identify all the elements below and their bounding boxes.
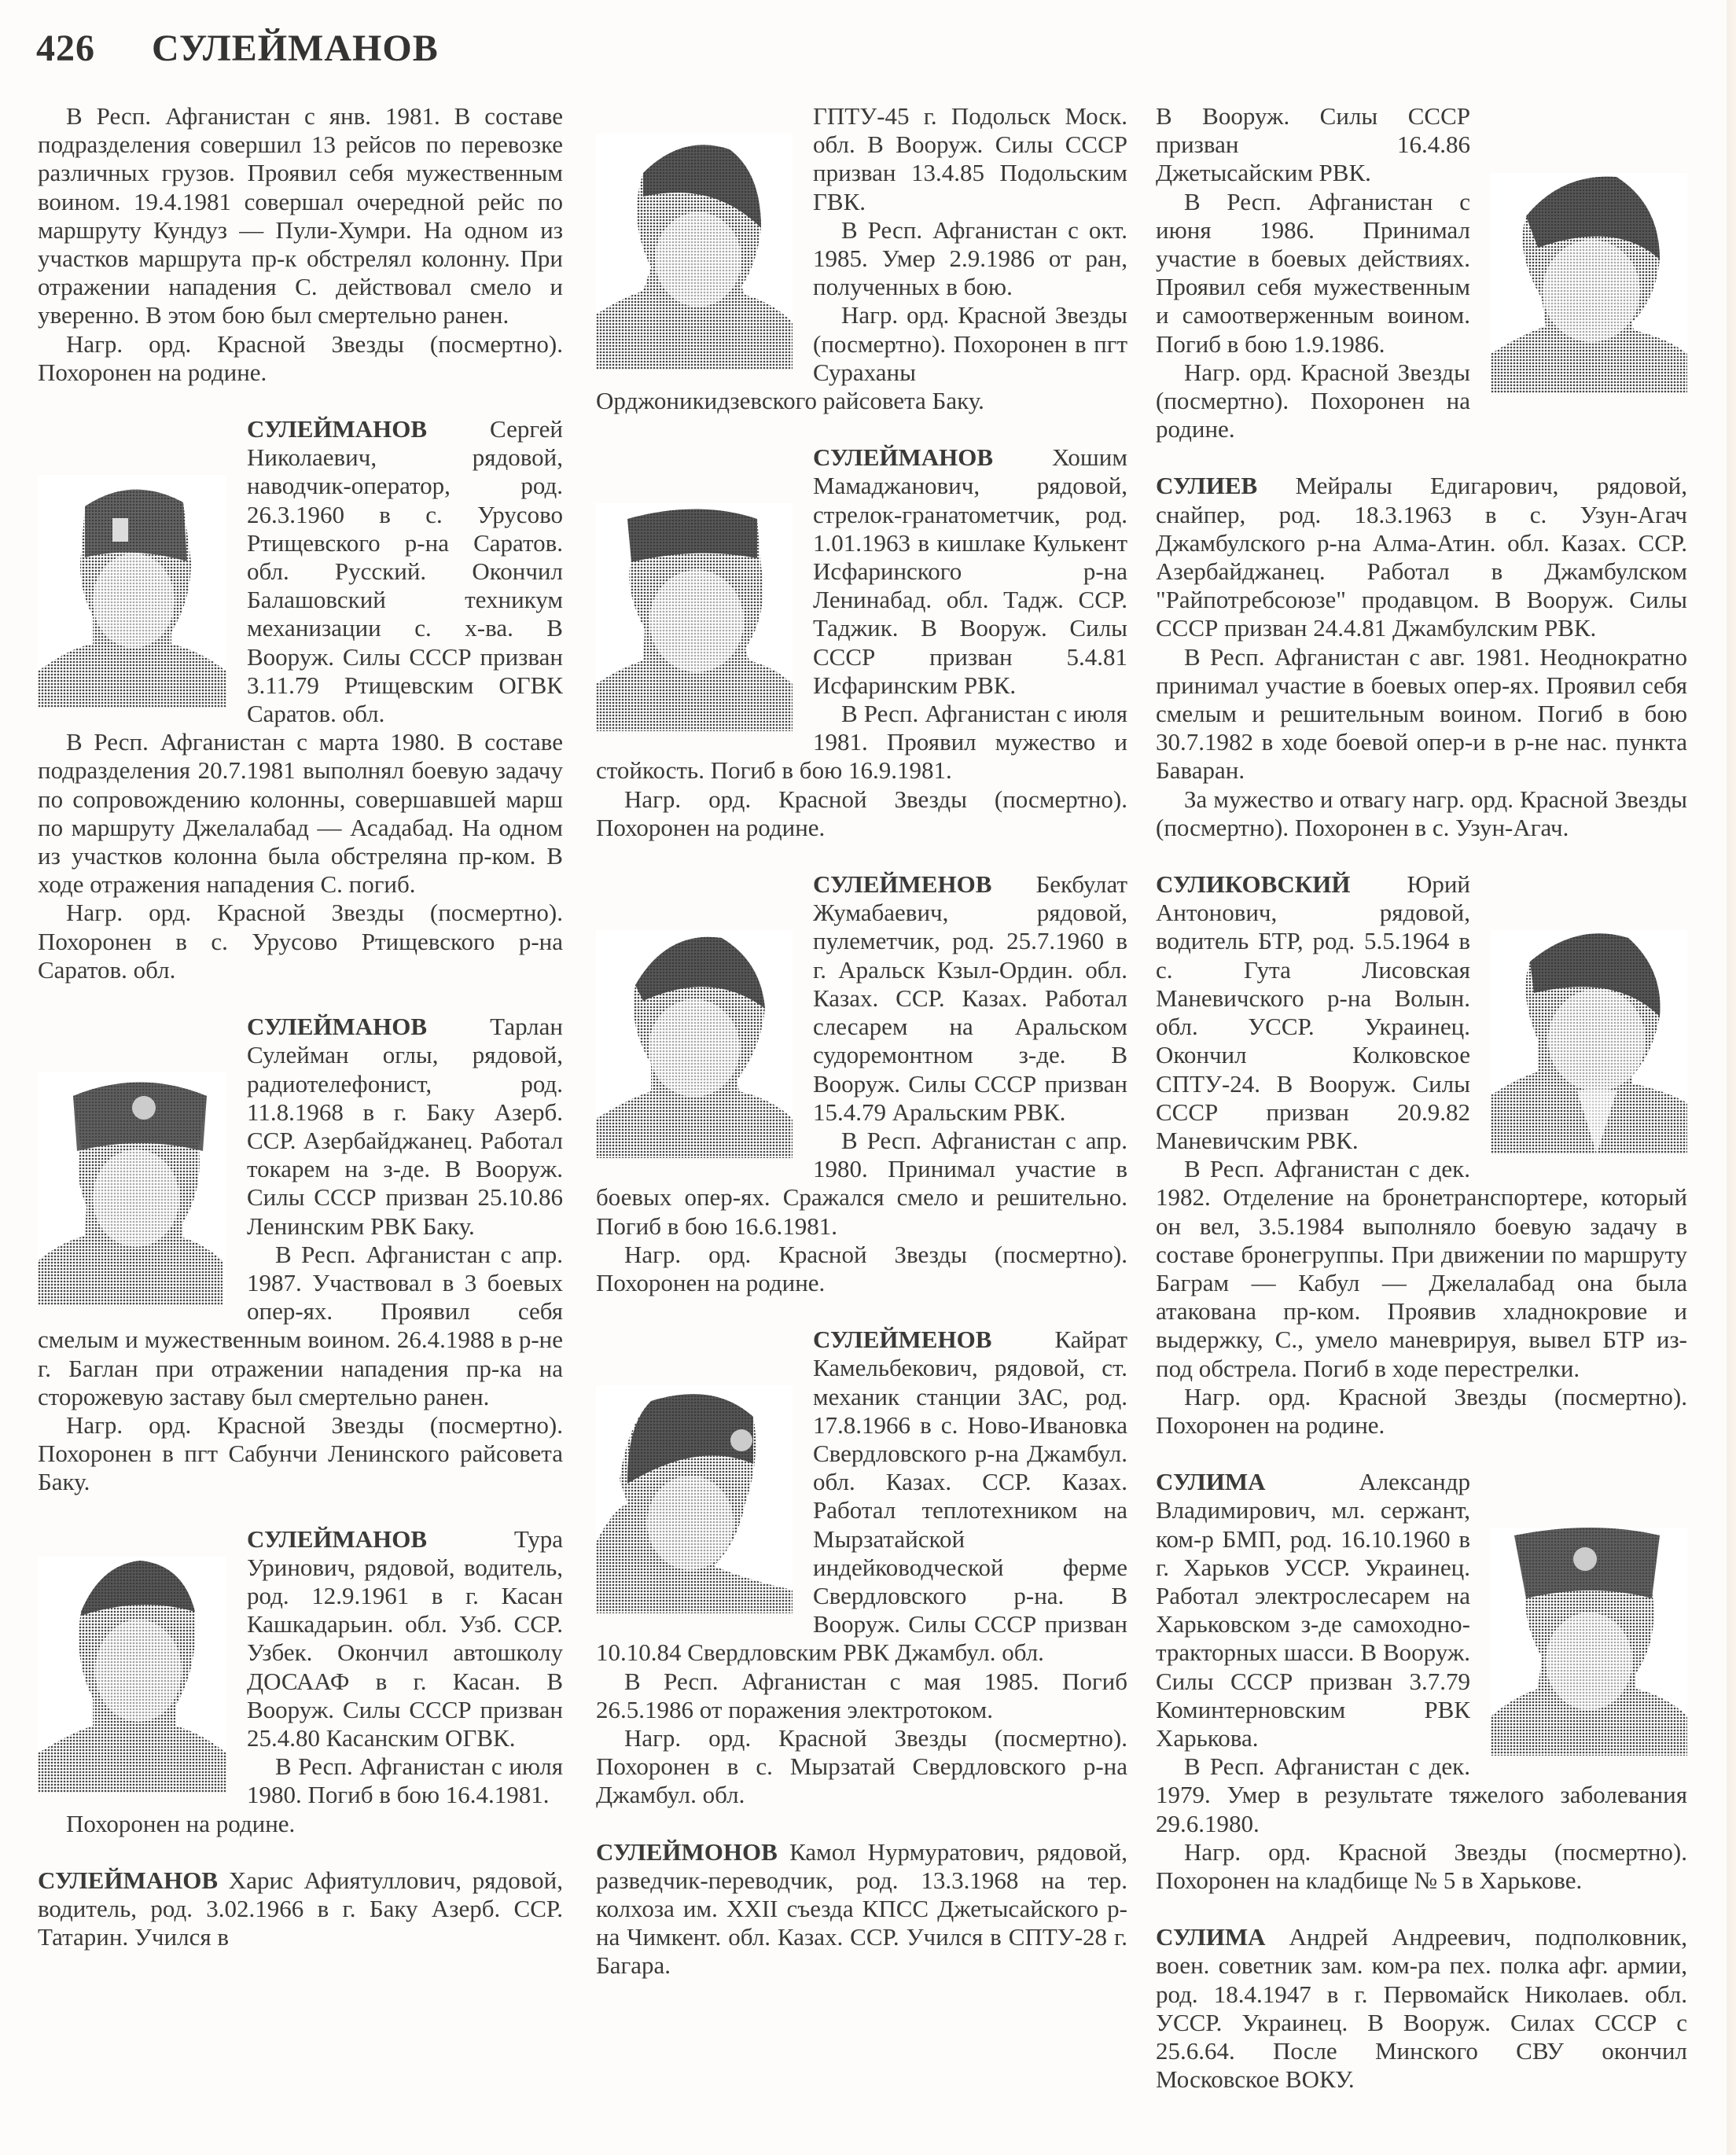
portrait-photo — [1491, 1528, 1687, 1756]
entry-intro: ГПТУ-45 г. Подольск Моск. обл. В Вооруж. Силы СССР призван 13.4.85 Подольским ГВК. — [813, 102, 1127, 215]
entry-surname: СУЛИКОВСКИЙ — [1156, 870, 1351, 899]
entry-suleymanov-tarlan — [38, 1013, 563, 1496]
entry-intro: Камол Нурмуратович, рядовой, разведчик-переводчик, род. 13.3.1968 на тер. колхоза им. XXII съезда КПСС Джетысайского р-на Чимкент. обл. Казах. ССР. Учился в СПТУ-28 г. Багара. — [596, 1837, 1127, 1980]
portrait-icon — [38, 475, 226, 708]
portrait-photo — [1491, 930, 1687, 1154]
entry-intro: Мейралы Едигарович, рядовой, снайпер, род. 18.3.1963 в с. Узун-Агач Джамбулского р-на Алма-Атин. обл. Казах. ССР. Азербайджанец. Работал в Джамбулском "Райпотребсоюзе" продавцом. В Вооруж. Силы СССР призван 24.4.81 Джамбулским РВК. — [1156, 472, 1687, 642]
entry-suleymonov-kamol — [596, 1838, 1127, 1980]
portrait-icon — [1491, 173, 1687, 393]
entry-paragraph: В Респ. Афганистан с марта 1980. В составе подразделения 20.7.1981 выполнял боевую задачу по сопровождению колонны, совершавшей марш по маршруту Джелалабад — Асадабад. На одном из участков колонна была обстреляна пр-ком. В ходе отражения нападения С. погиб. — [38, 728, 563, 899]
entry-suleymanov-tura — [38, 1525, 563, 1838]
entry-intro: Александр Владимирович, мл. сержант, ком-р БМП, род. 16.10.1960 в г. Харьков УССР. Украинец. Работал электрослесарем на Харьковском з-де самоходно-тракторных шасси. В Вооруж. Силы СССР призван 3.7.79 Коминтерновским РВК Харькова. — [1156, 1468, 1470, 1752]
entry-intro: Бекбулат Жумабаевич, рядовой, пулеметчик, род. 25.7.1960 в г. Аральск Кзыл-Ордин. обл. Казах. ССР. Казах. Работал слесарем на Аральском судоремонтном з-де. В Вооруж. Силы СССР призван 15.4.79 Аральским РВК. — [813, 870, 1127, 1126]
entry-suleymenov-bekbulat — [596, 870, 1127, 1297]
entry-intro: Тура Уринович, рядовой, водитель, род. 12.9.1961 в г. Касан Кашкадарьин. обл. Узб. ССР. Узбек. Окончил автошколу ДОСААФ в г. Касан. В Вооруж. Силы СССР призван 25.4.80 Касанским ОГВК. — [247, 1524, 563, 1752]
entry-continued — [1156, 102, 1687, 443]
portrait-icon — [38, 1072, 226, 1305]
entry-paragraph: Нагр. орд. Красной Звезды (посмертно). Похоронен на родине. — [596, 785, 1127, 841]
entry-surname: СУЛЕЙМАНОВ — [38, 1866, 219, 1894]
portrait-photo — [1491, 173, 1687, 393]
column-left — [38, 102, 563, 1951]
entry-paragraph: Нагр. орд. Красной Звезды (посмертно). Похоронен в пгт Сураханы Орджоникидзевского райсовета Баку. — [596, 301, 1127, 415]
entry-paragraph: В Респ. Афганистан с авг. 1981. Неоднократно принимал участие в боевых опер-ях. Проявил себя смелым и решительным воином. Погиб в бою 30.7.1982 в ходе боевой опер-и в р-не нас. пункта Баваран. — [1156, 642, 1687, 785]
entry-suleymanov-sergey — [38, 415, 563, 984]
entry-surname: СУЛЕЙМАНОВ — [247, 1524, 428, 1553]
entry-intro: Тарлан Сулейман оглы, рядовой, радиотелефонист, род. 11.8.1968 в г. Баку Азерб. ССР. Азербайджанец. Работал токарем на з-де. В Вооруж. Силы СССР призван 25.10.86 Ленинским РВК Баку. — [247, 1013, 563, 1240]
running-head-title: СУЛЕЙМАНОВ — [152, 28, 439, 69]
entry-surname: СУЛИЕВ — [1156, 472, 1258, 500]
entry-intro: Андрей Андреевич, подполковник, воен. советник зам. ком-ра пех. полка афг. армии, род. 18.4.1947 в г. Первомайск Николаев. обл. УССР. Украинец. В Вооруж. Силах СССР с 25.6.64. После Минского СВУ окончил Московское ВОКУ. — [1156, 1923, 1688, 2094]
entry-paragraph: В Респ. Афганистан с июня 1986. Принимал участие в боевых действиях. Проявил себя мужественным и самоотверженным воином. Погиб в бою 1.9.1986. — [1156, 187, 1470, 358]
page-edge — [1727, 0, 1736, 2155]
column-right — [1156, 102, 1687, 2094]
entry-paragraph: В Респ. Афганистан с окт. 1985. Умер 2.9.1986 от ран, полученных в бою. — [813, 215, 1127, 301]
entry-paragraph: В Респ. Афганистан с янв. 1981. В составе подразделения совершил 13 рейсов по перевозке различных грузов. Проявил себя мужественным воином. 19.4.1981 совершал очередной рейс по маршруту Кундуз — Пули-Хумри. На одном из участков маршрута пр-к обстрелял колонну. При отражении нападения С. действовал смело и уверенно. В этом бою был смертельно ранен. — [38, 102, 563, 329]
entry-paragraph: В Респ. Афганистан с июля 1980. Погиб в бою 16.4.1981. — [247, 1752, 563, 1809]
entry-paragraph: Нагр. орд. Красной Звезды (посмертно). Похоронен на родине. — [1156, 358, 1470, 443]
portrait-icon — [596, 1385, 793, 1613]
entry-paragraph: В Респ. Афганистан с июля 1981. Проявил мужество и стойкость. Погиб в бою 16.9.1981. — [596, 700, 1127, 785]
page-number: 426 — [36, 28, 95, 69]
entry-paragraph: В Респ. Афганистан с апр. 1987. Участвовал в 3 боевых опер-ях. Проявил себя смелым и мужественным воином. 26.4.1988 в р-не г. Баглан при отражении нападения пр-ка на сторожевую заставу был смертельно ранен. — [38, 1240, 563, 1410]
entry-surname: СУЛЕЙМЕНОВ — [813, 1326, 992, 1354]
portrait-photo — [38, 1072, 226, 1305]
entry-paragraph: Нагр. орд. Красной Звезды (посмертно). Похоронен в с. Мырзатай Свердловского р-на Джамбул. обл. — [596, 1723, 1127, 1809]
entry-intro: Сергей Николаевич, рядовой, наводчик-оператор, род. 26.3.1960 в с. Урусово Ртищевского р-на Саратов. обл. Русский. Окончил Балашовский техникум механизации с. х-ва. В Вооруж. Силы СССР призван 3.11.79 Ртищевским ОГВК Саратов. обл. — [247, 415, 563, 728]
entry-paragraph: Нагр. орд. Красной Звезды (посмертно). Похоронен на родине. — [1156, 1382, 1687, 1439]
entry-surname: СУЛИМА — [1156, 1468, 1266, 1496]
entry-paragraph: В Респ. Афганистан с мая 1985. Погиб 26.5.1986 от поражения электротоком. — [596, 1667, 1127, 1723]
entry-paragraph: Нагр. орд. Красной Звезды (посмертно). Похоронен в с. Урусово Ртищевского р-на Саратов. обл. — [38, 899, 563, 984]
portrait-photo — [596, 503, 793, 731]
entry-surname: СУЛЕЙМАНОВ — [813, 443, 994, 472]
entry-surname: СУЛЕЙМОНОВ — [596, 1837, 778, 1866]
entry-intro: Юрий Антонович, рядовой, водитель БТР, род. 5.5.1964 в с. Гута Лисовская Маневичского р-на Волын. обл. УССР. Украинец. Окончил Колковское СПТУ-24. В Вооруж. Силы СССР призван 20.9.82 Маневичским РВК. — [1156, 870, 1470, 1154]
entry-paragraph: Нагр. орд. Красной Звезды (посмертно). Похоронен на родине. — [38, 329, 563, 386]
entry-paragraph: В Респ. Афганистан с дек. 1982. Отделение на бронетранспортере, который он вел, 3.5.1984 выполняло боевую задачу в составе бронегруппы. При движении по маршруту Баграм — Кабул — Джелалабад она была атакована пр-ком. Проявив хладнокровие и выдержку, С., умело маневрируя, вывел БТР из-под обстрела. Погиб в ходе перестрелки. — [1156, 1155, 1687, 1382]
portrait-icon — [1491, 1528, 1687, 1756]
portrait-photo — [596, 134, 793, 370]
entry-paragraph: Похоронен на родине. — [66, 1809, 296, 1837]
portrait-photo — [596, 1385, 793, 1613]
portrait-photo — [596, 930, 793, 1158]
entry-surname: СУЛЕЙМАНОВ — [247, 415, 428, 443]
portrait-icon — [596, 134, 793, 370]
entry-continued — [38, 102, 563, 387]
entry-paragraph: В Респ. Афганистан с апр. 1980. Принимал участие в боевых опер-ях. Сражался смело и решительно. Погиб в бою 16.6.1981. — [596, 1126, 1127, 1240]
entry-suleymenov-kayrat — [596, 1326, 1127, 1809]
portrait-icon — [1491, 930, 1687, 1154]
entry-paragraph: Нагр. орд. Красной Звезды (посмертно). Похоронен в пгт Сабунчи Ленинского райсовета Баку. — [38, 1410, 563, 1496]
entry-paragraph: В Респ. Афганистан с дек. 1979. Умер в результате тяжелого заболевания 29.6.1980. — [1156, 1752, 1687, 1837]
portrait-icon — [596, 930, 793, 1158]
portrait-photo — [38, 1557, 226, 1793]
entry-paragraph: За мужество и отвагу нагр. орд. Красной Звезды (посмертно). Похоронен в с. Узун-Агач. — [1156, 785, 1687, 841]
entry-surname: СУЛЕЙМАНОВ — [247, 1013, 428, 1041]
column-middle — [596, 102, 1127, 1980]
portrait-icon — [596, 503, 793, 731]
entry-paragraph: Нагр. орд. Красной Звезды (посмертно). Похоронен на кладбище № 5 в Харькове. — [1156, 1837, 1687, 1894]
entry-intro: В Вооруж. Силы СССР призван 16.4.86 Джетысайским РВК. — [1156, 102, 1470, 187]
entry-sulima-andrey — [1156, 1923, 1687, 2094]
portrait-icon — [38, 1557, 226, 1793]
entry-suleymanov-haris — [38, 1866, 563, 1952]
entry-paragraph: Нагр. орд. Красной Звезды (посмертно). Похоронен на родине. — [596, 1240, 1127, 1296]
entry-surname: СУЛЕЙМЕНОВ — [813, 870, 992, 899]
entry-suliev-meyraly — [1156, 472, 1687, 842]
entry-intro: Хошим Мамаджанович, рядовой, стрелок-гранатометчик, род. 1.01.1963 в кишлаке Кулькент Исфаринского р-на Ленинабад. обл. Тадж. ССР. Таджик. В Вооруж. Силы СССР призван 5.4.81 Исфаринским РВК. — [813, 443, 1127, 699]
entry-surname: СУЛИМА — [1156, 1923, 1266, 1951]
running-head — [36, 27, 439, 70]
entry-intro: Харис Афиятуллович, рядовой, водитель, род. 3.02.1966 в г. Баку Азерб. ССР. Татарин. Учился в — [38, 1866, 564, 1951]
entry-continued — [596, 102, 1127, 415]
entry-suleymanov-hoshim — [596, 443, 1127, 842]
entry-intro: Кайрат Камельбекович, рядовой, ст. механик станции ЗАС, род. 17.8.1966 в с. Ново-Ивановка Свердловского р-на Джамбул. обл. Казах. ССР. Казах. Работал теплотехником на Мырзатайской индейководческой ферме Свердловского р-на. В Вооруж. Силы СССР призван 10.10.84 Свердловским РВК Джамбул. обл. — [596, 1326, 1127, 1667]
portrait-photo — [38, 475, 226, 708]
entry-sulikovskiy-yuriy — [1156, 870, 1687, 1440]
entry-sulima-aleksandr — [1156, 1468, 1687, 1895]
